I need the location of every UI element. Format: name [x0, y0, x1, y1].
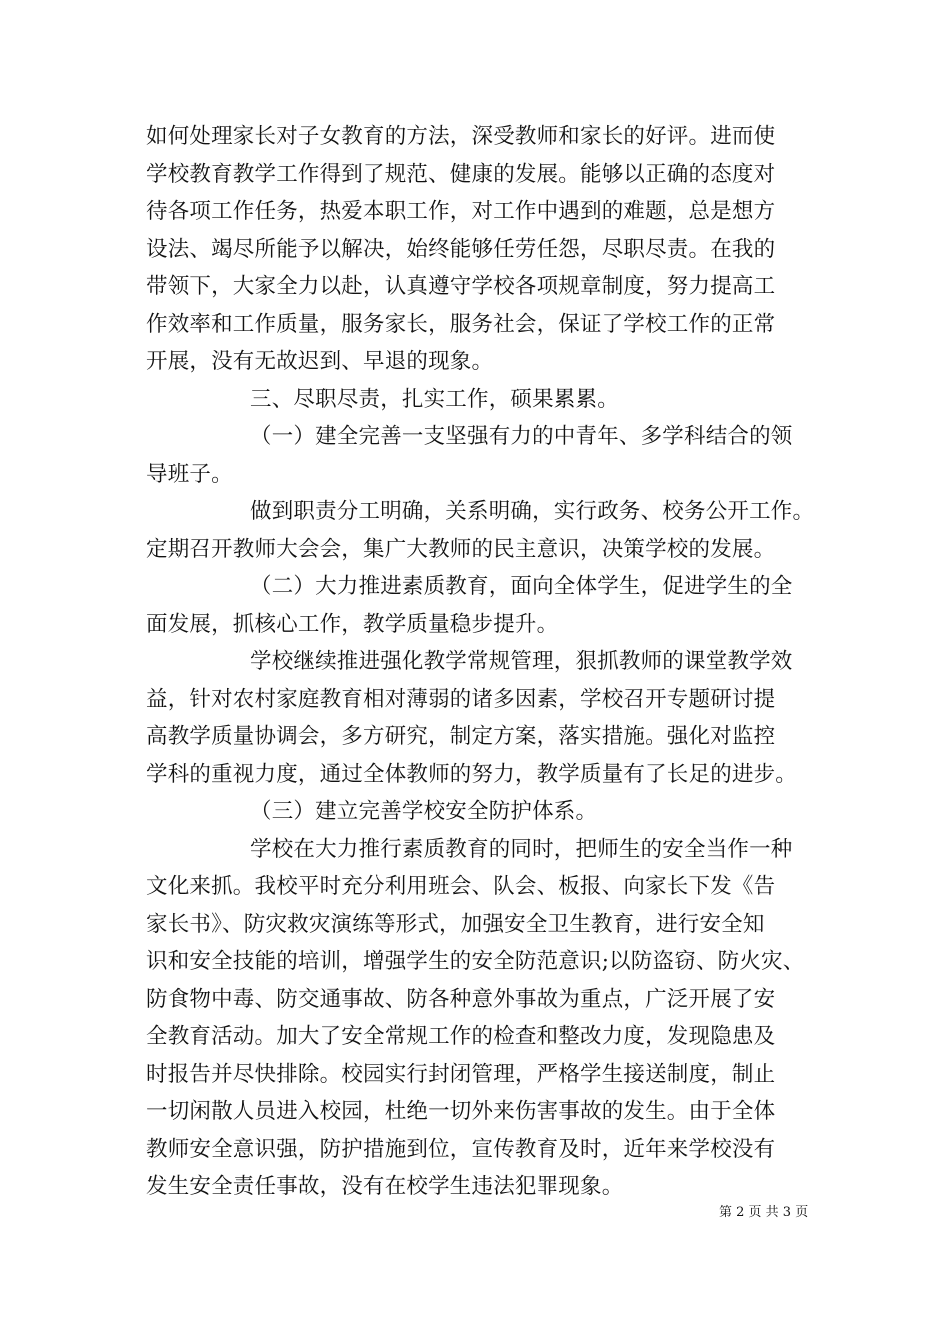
text-line: 时报告并尽快排除。校园实行封闭管理，严格学生接送制度，制止 [146, 1061, 776, 1087]
text-line: 开展，没有无故迟到、早退的现象。 [146, 349, 494, 374]
text-line: 家长书》、防灾救灾演练等形式，加强安全卫生教育，进行安全知 [146, 911, 765, 937]
text-line: 如何处理家长对子女教育的方法，深受教师和家长的好评。进而使 [146, 124, 776, 149]
text-line: 导班子。 [146, 461, 233, 487]
text-line: 作效率和工作质量，服务家长，服务社会，保证了学校工作的正常 [146, 311, 776, 337]
text-line: 面发展，抓核心工作，教学质量稳步提升。 [146, 611, 559, 637]
text-line: 高教学质量协调会，多方研究，制定方案，落实措施。强化对监控 [146, 724, 776, 749]
paragraph-start: 做到职责分工明确，关系明确，实行政务、校务公开工作。 [250, 499, 815, 524]
text-line: 定期召开教师大会会，集广大教师的民主意识，决策学校的发展。 [146, 536, 776, 562]
subsection-heading: （二）大力推进素质教育，面向全体学生，促进学生的全 [250, 574, 793, 599]
paragraph-start: 学校继续推进强化教学常规管理，狠抓教师的课堂教学效 [250, 649, 793, 674]
text-line: 设法、竭尽所能予以解决，始终能够任劳任怨，尽职尽责。在我的 [146, 236, 776, 262]
text-line: 一切闲散人员进入校园，杜绝一切外来伤害事故的发生。由于全体 [146, 1099, 776, 1124]
text-line: 全教育活动。加大了安全常规工作的检查和整改力度，发现隐患及 [146, 1024, 776, 1049]
text-line: 识和安全技能的培训，增强学生的安全防范意识;以防盗窃、防火灾、 [146, 949, 805, 974]
text-line: 教师安全意识强，防护措施到位，宣传教育及时，近年来学校没有 [146, 1136, 776, 1162]
text-line: 发生安全责任事故，没有在校学生违法犯罪现象。 [146, 1174, 624, 1199]
subsection-heading: （一）建全完善一支坚强有力的中青年、多学科结合的领 [250, 424, 793, 449]
text-line: 文化来抓。我校平时充分利用班会、队会、板报、向家长下发《告 [146, 874, 776, 899]
subsection-heading: （三）建立完善学校安全防护体系。 [250, 799, 598, 824]
text-line: 益，针对农村家庭教育相对薄弱的诸多因素，学校召开专题研讨提 [146, 686, 776, 712]
section-heading: 三、尽职尽责，扎实工作，硕果累累。 [250, 386, 619, 412]
text-line: 防食物中毒、防交通事故、防各种意外事故为重点，广泛开展了安 [146, 986, 776, 1012]
text-line: 学校教育教学工作得到了规范、健康的发展。能够以正确的态度对 [146, 161, 776, 187]
text-line: 学科的重视力度，通过全体教师的努力，教学质量有了长足的进步。 [146, 761, 798, 787]
page-number-footer: 第 2 页 共 3 页 [719, 1205, 809, 1220]
document-body [146, 118, 816, 1206]
text-line: 带领下，大家全力以赴，认真遵守学校各项规章制度，努力提高工 [146, 274, 776, 299]
paragraph-start: 学校在大力推行素质教育的同时，把师生的安全当作一种 [250, 836, 793, 862]
text-line: 待各项工作任务，热爱本职工作，对工作中遇到的难题，总是想方 [146, 199, 776, 224]
